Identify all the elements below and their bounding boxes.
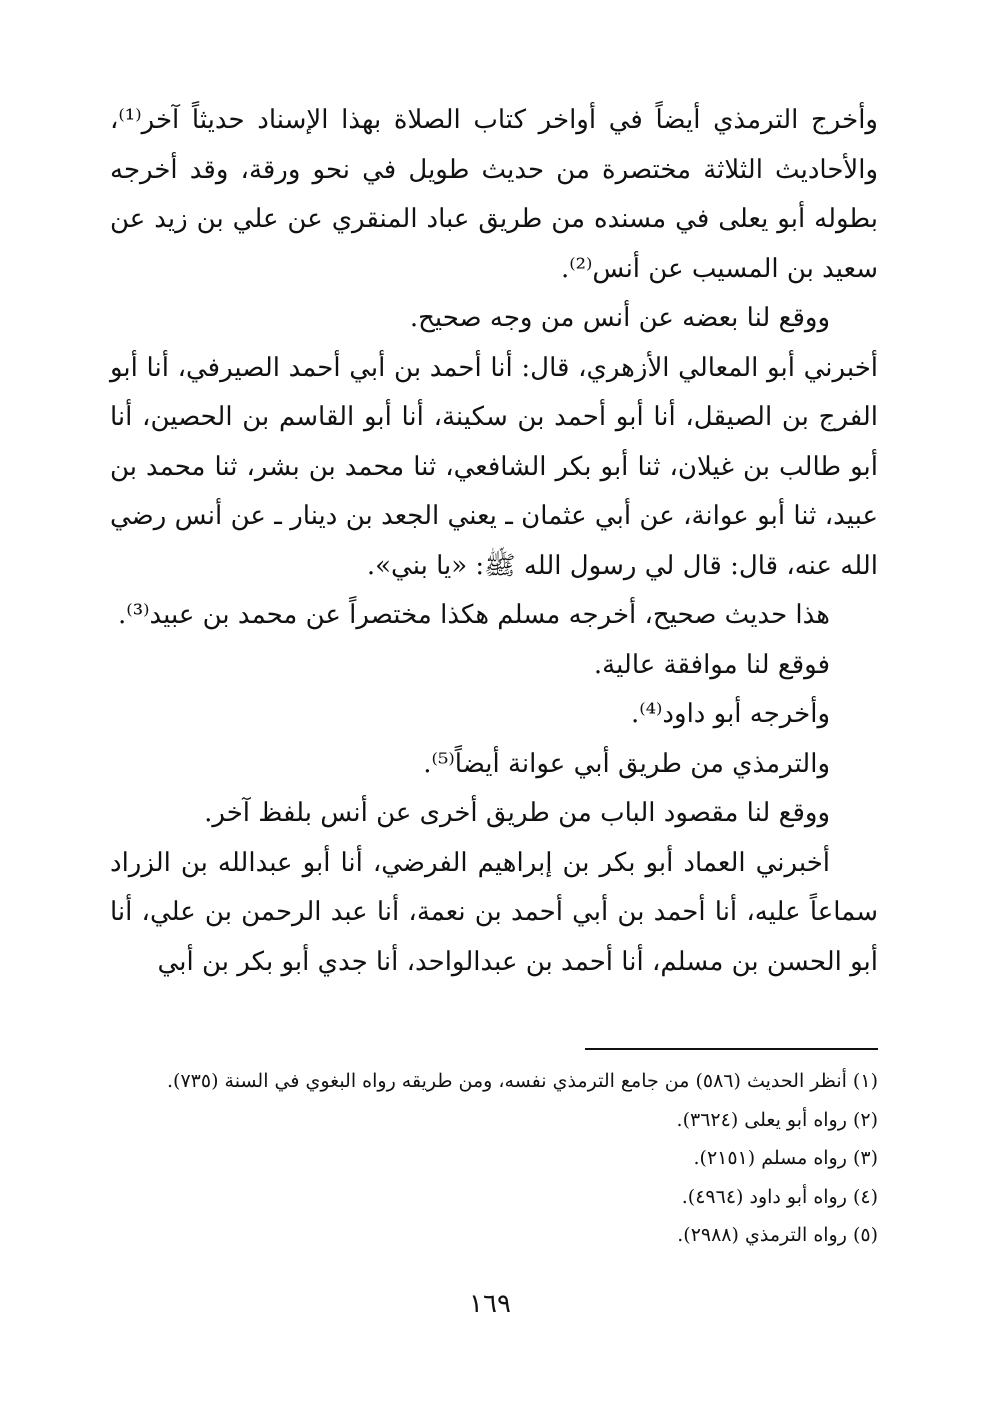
page-number: ١٦٩ xyxy=(469,1289,511,1319)
paragraph-1: وأخرج الترمذي أيضاً في أواخر كتاب الصلاة بهذا الإسناد حديثاً آخر⁽¹⁾، والأحاديث الثلاثة مختصرة من حديث طويل في نحو ورقة، وقد أخرجه بطوله أبو يعلى في مسنده من طريق عباد المنقري عن علي بن زيد عن سعيد بن المسيب عن أنس⁽²⁾. xyxy=(110,105,878,284)
footnote-5: (٥) رواه الترمذي (٢٩٨٨). xyxy=(677,1224,878,1246)
main-text xyxy=(110,96,878,987)
footnote-1: (١) أنظر الحديث (٥٨٦) من جامع الترمذي نفسه، ومن طريقه رواه البغوي في السنة (٧٣٥). xyxy=(167,1070,878,1092)
paragraph-2: ووقع لنا بعضه عن أنس من وجه صحيح. xyxy=(409,303,830,333)
paragraph-6: وأخرجه أبو داود⁽⁴⁾. xyxy=(630,699,830,729)
footnote-2: (٢) رواه أبو يعلى (٣٦٢٤). xyxy=(676,1108,878,1131)
paragraph-8: ووقع لنا مقصود الباب من طريق أخرى عن أنس بلفظ آخر. xyxy=(204,798,830,828)
footnote-divider xyxy=(585,1048,878,1050)
paragraph-4: هذا حديث صحيح، أخرجه مسلم هكذا مختصراً عن محمد بن عبيد⁽³⁾. xyxy=(118,600,830,630)
paragraph-9: أخبرني العماد أبو بكر بن إبراهيم الفرضي، أنا أبو عبدالله بن الزراد سماعاً عليه، أنا أحمد بن أبي أحمد بن نعمة، أنا عبد الرحمن بن علي، أنا أبو الحسن بن مسلم، أنا أحمد بن عبدالواحد، أنا جدي أبو بكر بن أبي xyxy=(110,847,878,977)
footnote-3: (٣) رواه مسلم (٢١٥١). xyxy=(693,1147,878,1169)
footnote-4: (٤) رواه أبو داود (٤٩٦٤). xyxy=(681,1185,878,1208)
paragraph-3: أخبرني أبو المعالي الأزهري، قال: أنا أحمد بن أبي أحمد الصيرفي، أنا أبو الفرج بن الصيقل، أنا أبو أحمد بن سكينة، أنا أبو القاسم بن الحصين، أنا أبو طالب بن غيلان، ثنا أبو بكر الشافعي، ثنا محمد بن بشر، ثنا محمد بن عبيد، ثنا أبو عوانة، عن أبي عثمان ـ يعني الجعد بن دينار ـ عن أنس رضي الله عنه، قال: قال لي رسول الله ﷺ: «يا بني». xyxy=(110,352,878,581)
paragraph-7: والترمذي من طريق أبي عوانة أيضاً⁽⁵⁾. xyxy=(423,748,830,779)
paragraph-5: فوقع لنا موافقة عالية. xyxy=(593,649,830,680)
footnotes xyxy=(110,1062,878,1255)
